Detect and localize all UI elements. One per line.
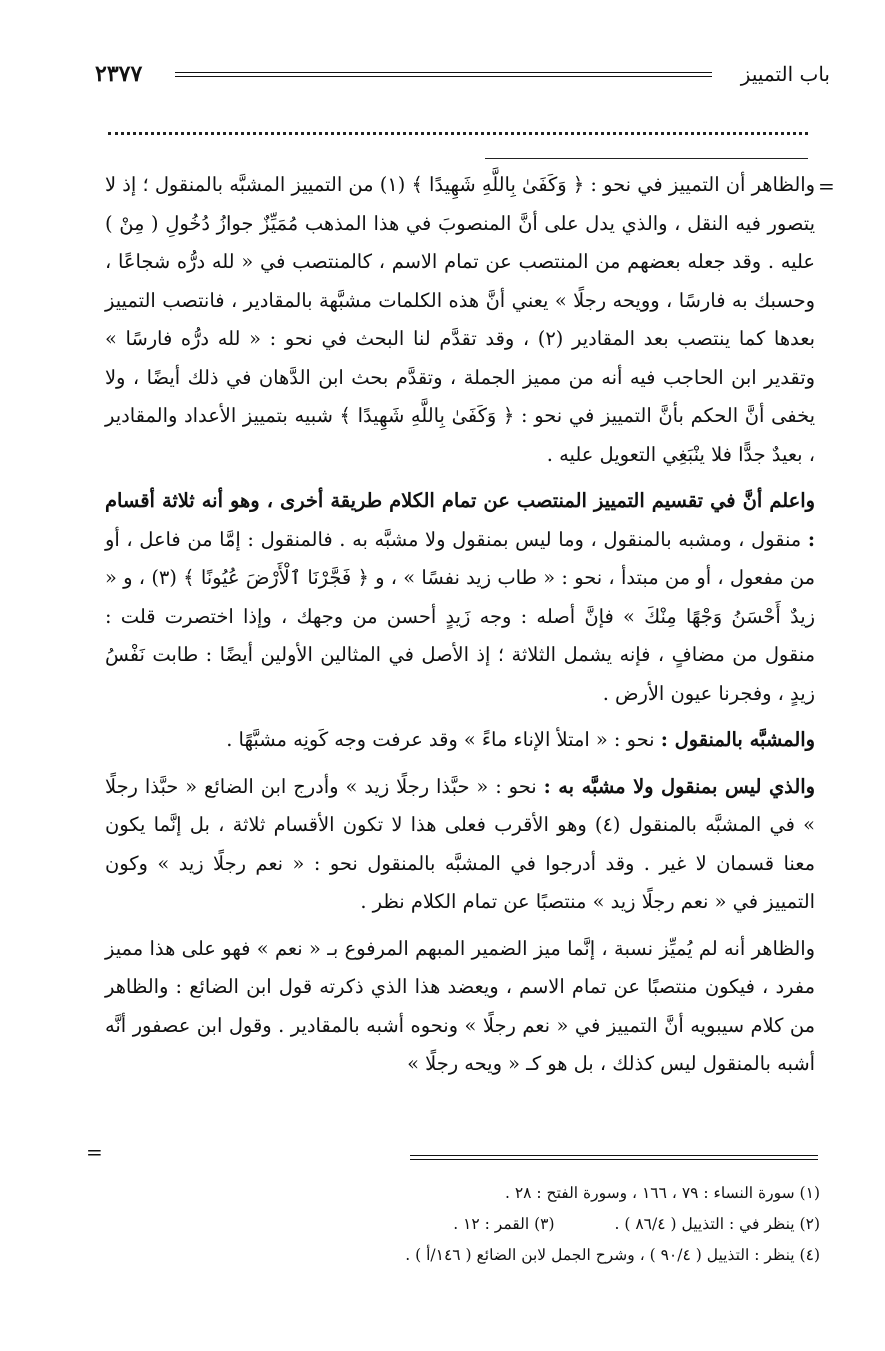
footnote: (٣) القمر : ١٢ .	[453, 1215, 555, 1233]
paragraph-text: نحو : « امتلأ الإناء ماءً » وقد عرفت وجه كَونِه مشبَّهًا .	[226, 728, 661, 751]
paragraph-lead: واعلم أنَّ في تقسيم التمييز المنتصب عن تمام الكلام طريقة أخرى ، وهو أنه ثلاثة أقسام :	[105, 489, 815, 551]
footnote-line	[300, 1209, 820, 1240]
header-rule	[175, 72, 712, 77]
paragraph-lead: والذي ليس بمنقول ولا مشبَّه به :	[543, 774, 815, 798]
paragraph	[105, 768, 815, 922]
footnote-line	[300, 1178, 820, 1209]
paragraph	[105, 721, 815, 760]
paragraph-text: والظاهر أن التمييز في نحو : ﴿ وَكَفَىٰ بِاللَّهِ شَهِيدًا ﴾ (١) من التمييز المشبَّه بالمنقول ؛ إذ لا يتصور فيه النقل ، والذي يدل على أنَّ المنصوبَ في هذا المذهب مُمَيِّزٌ جوازُ دُخُولِ ( مِنْ ) عليه . وقد جعله بعضهم من المنتصب عن تمام الاسم ، كالمنتصب في « لله درُّه شجاعًا ، وحسبك به فارسًا ، وويحه رجلًا » يعني أنَّ هذه الكلمات مشبَّهة بالمقادير ، فانتصب التمييز بعدها كما ينتصب بعد المقادير (٢) ، وقد تقدَّم لنا البحث في نحو : « لله درُّه فارسًا » وتقدير ابن الحاجب فيه أنه من مميز الجملة ، وتقدَّم بحث ابن الدَّهان في ذلك أيضًا ، ولا يخفى أنَّ الحكم بأنَّ التمييز في نحو : ﴿ وَكَفَىٰ بِاللَّهِ شَهِيدًا ﴾ شبيه بتمييز الأعداد والمقادير ، بعيدٌ جدًّا فلا ينْبَغِي التعويل عليه .	[105, 173, 815, 466]
chapter-title: باب التمييز	[740, 62, 830, 86]
running-header	[95, 56, 830, 96]
footnote-rule	[410, 1155, 818, 1160]
main-text	[105, 166, 815, 1084]
paragraph	[105, 166, 815, 474]
continuation-marker-start: =	[818, 174, 835, 198]
paragraph-text: والظاهر أنه لم يُميِّز نسبة ، إنَّما ميز الضمير المبهم المرفوع بـ « نعم » فهو على هذا مميز مفرد ، فيكون منتصبًا عن تمام الاسم ، ويعضد هذا الذي ذكرته قول ابن الضائع : والظاهر من كلام سيبويه أنَّ التمييز في « نعم رجلًا » ونحوه أشبه بالمقادير . وقول ابن عصفور أنَّه أشبه بالمنقول ليس كذلك ، بل هو كـ « ويحه رجلًا »	[105, 936, 815, 1075]
separator-line	[485, 158, 808, 159]
footnote: (١) سورة النساء : ٧٩ ، ١٦٦ ، وسورة الفتح : ٢٨ .	[504, 1184, 820, 1202]
paragraph-text: منقول ، ومشبه بالمنقول ، وما ليس بمنقول ولا مشبَّه به . فالمنقول : إمَّا من فاعل ، أو من مفعول ، أو من مبتدأ ، نحو : « طاب زيد نفسًا » ، و ﴿ فَجَّرْنَا ٱلْأَرْضَ عُيُونًا ﴾ (٣) ، و « زيدٌ أَحْسَنُ وَجْهًا مِنْكَ » فإنَّ أصله : وجه زَيدٍ أحسن من وجهك ، وإذا اختصرت قلت : منقول من مضافٍ ، فإنه يشمل الثلاثة ؛ إذ الأصل في المثالين الأولين أيضًا : طابت نَفْسُ زيدٍ ، وفجرنا عيون الأرض .	[105, 527, 815, 705]
paragraph-text: نحو : « حبَّذا رجلًا زيد » وأدرج ابن الضائع « حبَّذا رجلًا » في المشبَّه بالمنقول (٤) وهو الأقرب فعلى هذا لا تكون الأقسام ثلاثة ، بل إنَّما يكون معنا قسمان لا غير . وقد أدرجوا في المشبَّه بالمنقول نحو : « نعم رجلًا زيد » وكون التمييز في « نعم رجلًا زيد » منتصبًا عن تمام الكلام نظر .	[105, 774, 816, 913]
paragraph	[105, 930, 815, 1084]
footnote: (٤) ينظر : التذييل ( ٩٠/٤ ) ، وشرح الجمل لابن الضائع ( ١٤٦/أ ) .	[405, 1246, 820, 1264]
paragraph	[105, 482, 815, 713]
footnote: (٢) ينظر في : التذييل ( ٨٦/٤ ) .	[614, 1215, 820, 1233]
dotted-separator	[108, 132, 808, 145]
paragraph-lead: والمشبَّه بالمنقول :	[660, 728, 815, 751]
footnotes	[300, 1178, 820, 1271]
page-number: ٢٣٧٧	[95, 61, 143, 87]
continuation-marker-end: =	[86, 1140, 103, 1164]
footnote-line	[300, 1240, 820, 1271]
